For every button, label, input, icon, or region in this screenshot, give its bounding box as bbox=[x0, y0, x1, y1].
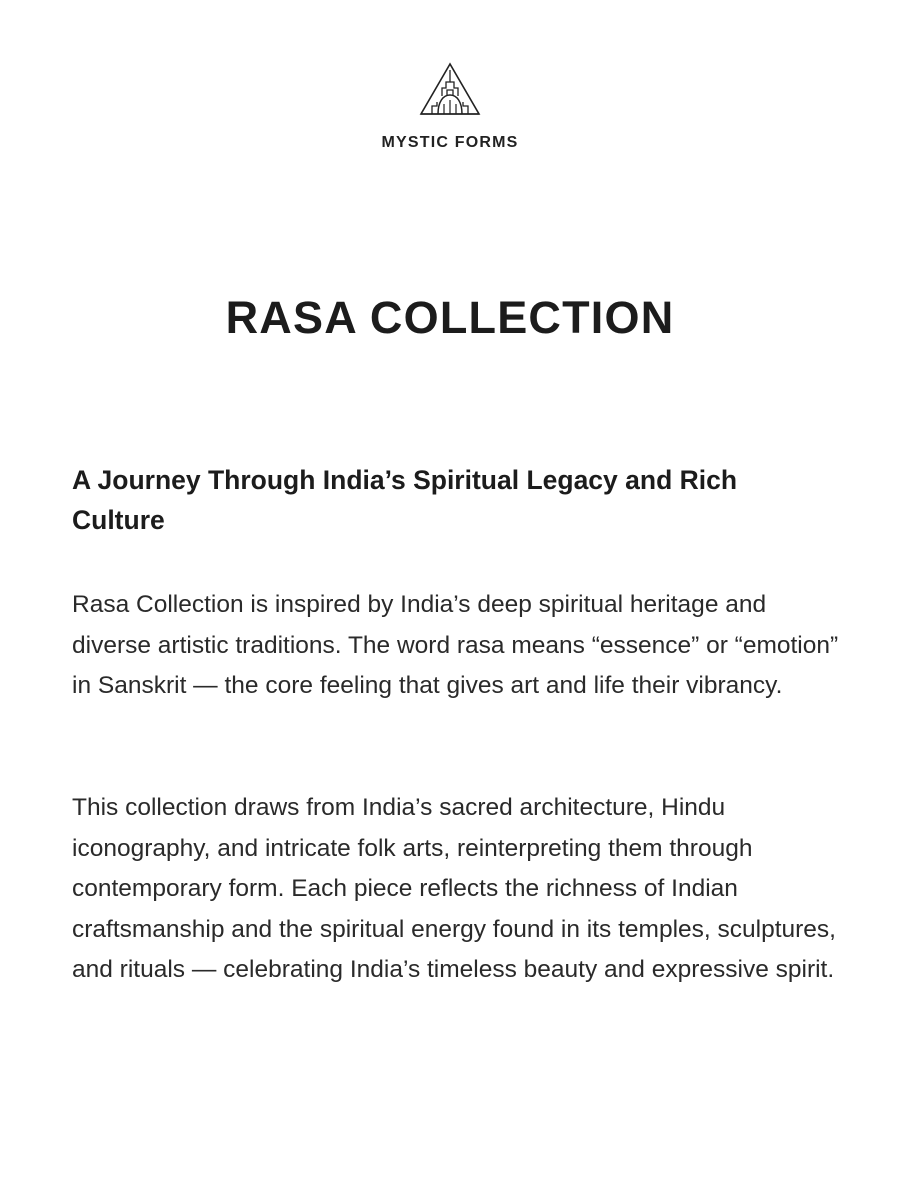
body-paragraph-intro: Rasa Collection is inspired by India’s deep spiritual heritage and diverse artistic traditions. The word rasa means “essence” or “emotion” in Sanskrit — the core feeling that gives art and life their vibrancy. bbox=[72, 591, 839, 699]
brand-name: MYSTIC FORMS bbox=[381, 134, 519, 151]
section-subtitle: A Journey Through India’s Spiritual Legacy and Rich Culture bbox=[72, 465, 738, 535]
pyramid-temple-logo-icon bbox=[417, 62, 483, 118]
body-paragraph-details: This collection draws from India’s sacred architecture, Hindu iconography, and intricate folk arts, reinterpreting them through contemporary form. Each piece reflects the richness of Indian craftsmanship and the spiritual energy found in its temples, sculptures, and rituals — celebrating India’s timeless beauty and expressive spirit. bbox=[72, 794, 836, 983]
page-title: RASA COLLECTION bbox=[225, 292, 675, 343]
